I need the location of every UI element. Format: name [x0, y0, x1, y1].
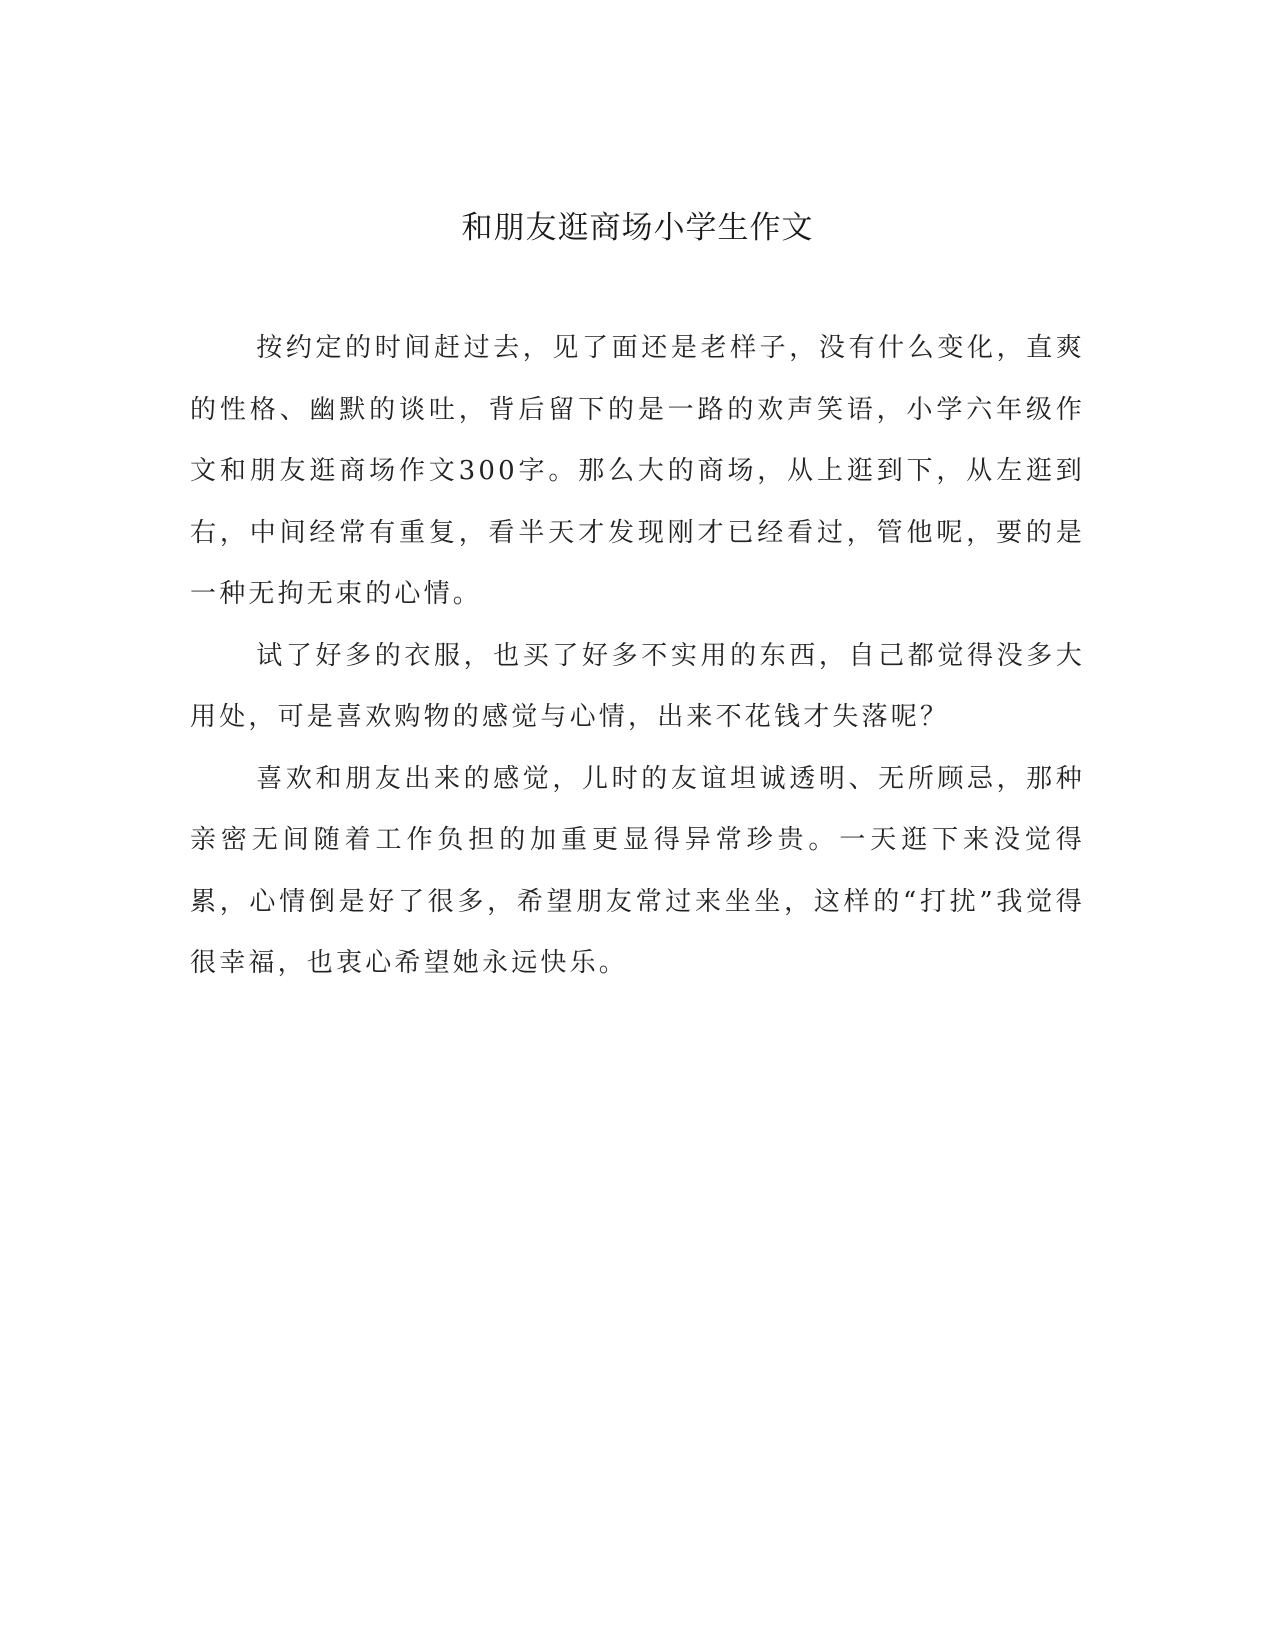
paragraph-3: 喜欢和朋友出来的感觉，儿时的友谊坦诚透明、无所顾忌，那种亲密无间随着工作负担的加重更显得异常珍贵。一天逛下来没觉得累，心情倒是好了很多，希望朋友常过来坐坐，这样的“打扰”我觉得很幸福，也衷心希望她永远快乐。	[190, 763, 1085, 978]
document-title: 和朋友逛商场小学生作文	[461, 210, 814, 246]
document-body	[190, 318, 1085, 995]
paragraph-2: 试了好多的衣服，也买了好多不实用的东西，自己都觉得没多大用处，可是喜欢购物的感觉与心情，出来不花钱才失落呢？	[190, 640, 1085, 732]
paragraph-1: 按约定的时间赶过去，见了面还是老样子，没有什么变化，直爽的性格、幽默的谈吐，背后留下的是一路的欢声笑语，小学六年级作文和朋友逛商场作文300字。那么大的商场，从上逛到下，从左逛到右，中间经常有重复，看半天才发现刚才已经看过，管他呢，要的是一种无拘无束的心情。	[190, 333, 1085, 609]
